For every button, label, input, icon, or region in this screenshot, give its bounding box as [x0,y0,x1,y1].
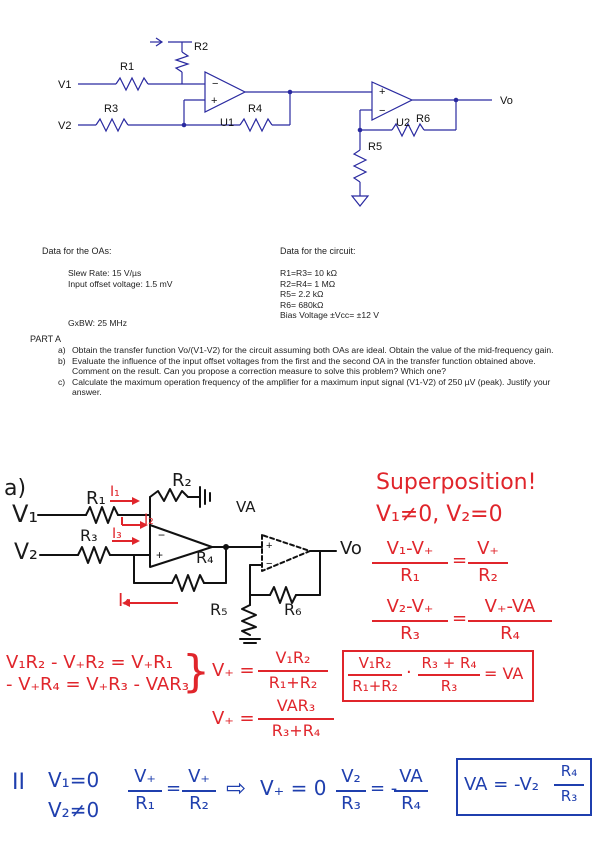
brace-line1: V₁R₂ - V₊R₂ = V₊R₁ [6,652,173,673]
hw-label-i2: I₂ [144,512,154,528]
svg-text:−: − [379,105,386,117]
hw-case2-label: II [12,770,25,795]
hw-label-r1: R₁ [86,488,106,509]
hw-eq2 [372,596,582,646]
case2-eq-den1: R₁ [135,793,155,814]
eq2-left-den: R₃ [400,623,420,644]
hw-part-label: a) [4,476,27,501]
hw-eq1 [372,538,572,588]
question-c [58,377,568,398]
data-circuit-heading: Data for the circuit: [280,246,356,256]
case2-ratio-num1: V₂ [341,766,361,787]
label-v1: V1 [58,79,72,91]
vplus1-num: V₁R₂ [275,648,311,667]
eq2-right-num: V₊-VA [484,596,536,617]
oas-data-list [68,268,172,289]
hw-label-va: VA [236,498,256,516]
hw-label-r6: R₆ [284,600,302,619]
hw-condition1: V₁≠0, V₂=0 [376,502,503,527]
circuit-data-list [280,268,379,321]
hw-case2-eq [128,766,238,820]
eq1-left-den: R₁ [400,565,420,586]
label-u2: U2 [396,117,411,129]
eq1-right-den: R₂ [478,565,498,586]
svg-text:+: + [266,540,273,552]
hw-label-r3: R₃ [80,526,98,545]
circuit-r5: R5= 2.2 kΩ [280,289,324,299]
hw-brace-block [6,652,189,696]
svg-text:+: + [211,95,218,107]
circuit-r1-r3: R1=R3= 10 kΩ [280,268,338,278]
circuit-r6: R6= 680kΩ [280,299,324,310]
question-letter: c) [58,376,66,387]
svg-text:+: + [379,86,386,98]
case2-eq-num2: V₊ [188,766,210,787]
svg-text:+: + [156,548,164,562]
hw-vplus2 [212,696,342,746]
oas-offset-voltage: Input offset voltage: 1.5 mV [68,278,173,289]
hw-vplus1 [212,648,342,698]
hw-label-v2: V₂ [14,540,38,565]
box2-num: R₄ [560,762,578,780]
data-oas-heading: Data for the OAs: [42,246,112,256]
label-r4: R4 [248,103,263,115]
case2-ratio-den1: R₃ [341,793,361,814]
eq2-equals: = [452,608,468,629]
hw-box2 [456,758,592,816]
box1-den2: R₃ [440,677,458,695]
hw-case2-ratio [336,766,436,820]
box1-num1: V₁R₂ [358,654,392,672]
svg-text:−: − [266,558,273,570]
svg-text:−: − [158,528,166,542]
circuit-bias: Bias Voltage ±Vcc= ±12 V [280,310,380,320]
oas-slew-rate: Slew Rate: 15 V/µs [68,268,142,278]
hw-label-v1: V₁ [12,500,39,528]
label-v2: V2 [58,120,72,132]
label-r2: R2 [194,41,209,53]
hw-vplus-zero: V₊ = 0 [260,776,327,800]
printed-schematic [0,0,599,225]
eq1-left-num: V₁-V₊ [386,538,434,559]
label-u1: U1 [220,117,235,129]
box1-rhs: = VA [484,664,524,683]
case2-eq-equals: = [166,778,182,799]
eq2-right-den: R₄ [500,623,520,644]
hw-label-i3: I₃ [112,526,122,542]
circuit-r2-r4: R2=R4= 1 MΩ [280,278,336,289]
eq1-right-num: V₊ [477,538,499,559]
oas-gxbw: GxBW: 25 MHz [68,318,128,328]
hw-label-r4: R₄ [196,548,214,567]
vplus1-lhs: V₊ = [212,660,255,681]
box2-den: R₃ [560,787,578,805]
box1-dot: · [406,662,412,683]
hw-label-r2: R₂ [172,470,192,491]
question-text: Calculate the maximum operation frequency of the amplifier for a maximum input signal (V1-V2) of 250 µV (peak). Justify your answer. [72,376,551,397]
label-vo: Vo [500,95,513,107]
hw-label-i1: I₁ [110,484,120,500]
case2-eq-den2: R₂ [189,793,209,814]
questions-list [58,345,568,398]
hw-case2-v2: V₂≠0 [48,798,100,822]
hw-arrow-icon: ⇨ [226,774,247,802]
label-r6: R6 [416,113,431,125]
case2-eq-num1: V₊ [134,766,156,787]
label-r5: R5 [368,141,383,153]
case2-ratio-den2: R₄ [401,793,421,814]
question-text: Evaluate the influence of the input offset voltages from the first and the second OA in the transfer function obtained above. Comment on the result. Can you propose a correction measure to solve this problem? Which one? [72,355,536,376]
box2-lhs: VA = -V₂ [464,774,539,795]
case2-ratio-num2: VA [399,766,423,787]
brace-line2: - V₊R₄ = V₊R₃ - VAR₃ [6,674,189,695]
hw-label-r5: R₅ [210,600,228,619]
svg-text:−: − [212,78,219,90]
eq1-equals: = [452,550,468,571]
box1-den1: R₁+R₂ [352,677,398,695]
question-letter: a) [58,345,66,355]
hw-box1 [342,650,534,702]
case2-ratio-eq: = - [370,778,398,799]
hw-brace: } [182,646,210,697]
eq2-left-num: V₂-V₊ [386,596,434,617]
part-heading: PART A [30,334,62,344]
question-b [58,356,568,377]
vplus2-lhs: V₊ = [212,708,255,729]
vplus2-num: VAR₃ [276,696,316,715]
vplus2-den: R₃+R₄ [271,721,321,740]
hw-label-i4: I₄ [118,590,131,611]
question-a [58,345,568,356]
hw-case2-v1: V₁=0 [48,768,100,792]
label-r3: R3 [104,103,119,115]
question-text: Obtain the transfer function Vo/(V1-V2) for the circuit assuming both OAs are ideal. Obtain the value of the mid-frequency gain. [72,345,554,355]
box1-num2: R₃ + R₄ [421,654,477,672]
hw-superposition: Superposition! [376,470,537,495]
hw-label-vo: Vo [340,538,362,559]
vplus1-den: R₁+R₂ [268,673,318,692]
label-r1: R1 [120,61,135,73]
question-letter: b) [58,355,66,366]
